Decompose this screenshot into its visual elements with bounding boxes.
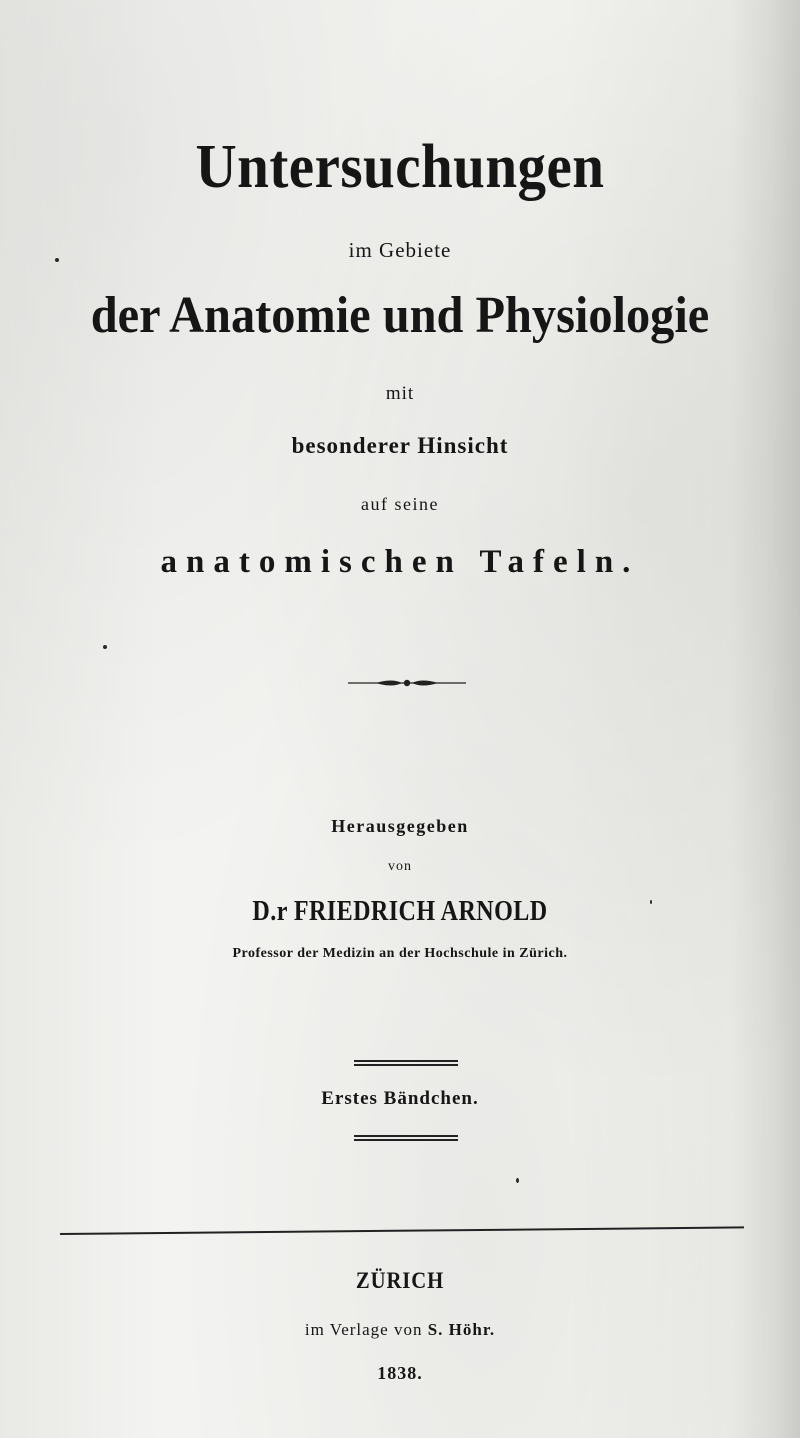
herausgegeben-label: Herausgegeben [331, 816, 469, 836]
line-tafeln: anatomischen Tafeln. [160, 544, 640, 580]
volume-label: Erstes Bändchen. [321, 1088, 479, 1109]
line-mit: mit [385, 383, 415, 404]
double-rule-bottom [354, 1135, 458, 1141]
double-rule-top [354, 1060, 458, 1066]
von-label: von [388, 859, 412, 874]
imprint-year: 1838. [377, 1363, 423, 1383]
paper-spot [516, 1178, 519, 1183]
author-title: Professor der Medizin an der Hochschule in Zürich. [232, 946, 568, 961]
publisher-name: S. Höhr. [427, 1320, 496, 1339]
paper-spot [55, 258, 59, 262]
page-edge-shadow [730, 0, 800, 1438]
book-title: Untersuchungen [195, 133, 605, 201]
imprint-city: ZÜRICH [355, 1268, 445, 1293]
author-name: D.r FRIEDRICH ARNOLD [252, 896, 548, 927]
book-subtitle: der Anatomie und Physiologie [90, 287, 710, 344]
paper-spot [103, 645, 107, 649]
ornament-divider [348, 672, 466, 694]
paper-spot [650, 900, 652, 904]
publisher-prefix: im Verlage von [304, 1320, 423, 1339]
line-hinsicht: besonderer Hinsicht [291, 433, 509, 458]
imprint-publisher [0, 1320, 800, 1340]
line-gebiete: im Gebiete [348, 238, 452, 262]
line-auf-seine: auf seine [361, 494, 439, 514]
imprint-rule [60, 1226, 744, 1235]
